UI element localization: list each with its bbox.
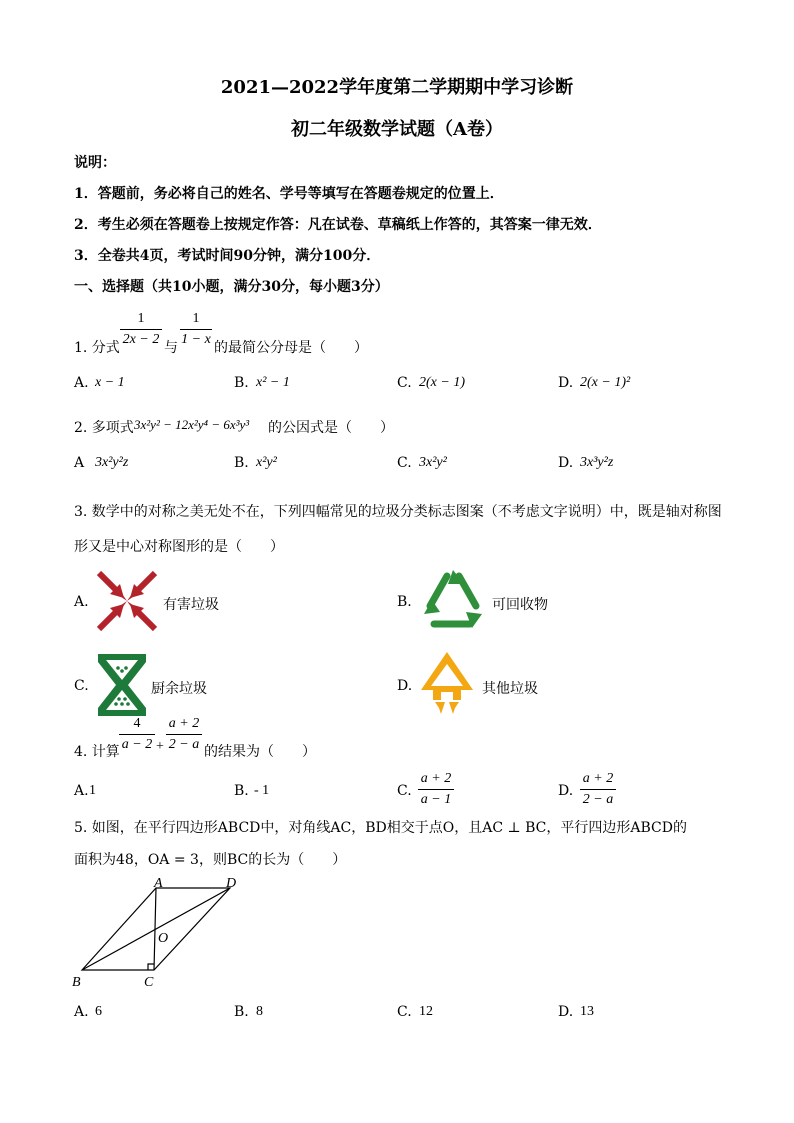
figure-label-d: D [226,876,237,891]
fraction-denominator: 2 − a [582,792,614,807]
q2-option-b[interactable]: x²y² [256,455,277,470]
q3-option-b-text: 可回收物 [492,597,548,613]
q5-option-a-label: A. [74,1004,89,1020]
q2-option-a[interactable]: 3x²y²z [95,455,129,470]
q5-option-a[interactable]: 6 [95,1004,102,1019]
exam-title: 2021—2022学年度第二学期期中学习诊断 [220,77,574,98]
q5-option-c-label: C. [397,1004,412,1020]
figure-label-o: O [158,931,169,946]
figure-label-c: C [144,975,154,990]
q1-option-c[interactable]: 2(x − 1) [419,375,465,390]
q1-option-b-label: B. [234,375,249,391]
instruction-item: 1．答题前，务必将自己的姓名、学号等填写在答题卷规定的位置上． [74,186,504,202]
q1-suffix: 的最简公分母是（ ） [214,340,368,356]
fraction-denominator: 2 − a [168,737,200,752]
q3-option-c-text: 厨余垃圾 [151,681,207,697]
figure-label-a: A [154,876,163,891]
q1-fraction-2 [180,310,212,349]
q4-option-c-label: C. [397,783,412,799]
fraction-numerator: 1 [192,311,200,326]
q5-option-c[interactable]: 12 [419,1004,433,1019]
q4-option-b-label: B. [234,783,249,799]
q1-option-b[interactable]: x² − 1 [256,375,290,390]
q4-option-d-label: D. [558,783,574,799]
q3-option-a-text: 有害垃圾 [163,597,219,613]
q2-option-c-label: C. [397,455,412,471]
q4-fraction-1 [119,715,155,754]
q2-option-b-label: B. [234,455,249,471]
exam-subtitle: 初二年级数学试题（A卷） [291,119,503,140]
fraction-denominator: 1 − x [181,332,211,347]
fraction-numerator: a + 2 [420,771,452,786]
q3-option-d-label: D. [397,678,413,694]
q1-prefix: 1. 分式 [74,340,120,356]
q1-option-a[interactable]: x − 1 [95,375,125,390]
fraction-denominator: a − 2 [121,737,153,752]
fraction-numerator: a + 2 [168,716,200,731]
q3-option-b-label: B. [397,594,412,610]
q2-expression: 3x²y² − 12x²y⁴ − 6x³y³ [134,417,250,432]
fraction-numerator: 1 [137,311,145,326]
kitchen-waste-icon[interactable] [96,652,148,718]
fraction-numerator: 4 [133,716,141,731]
q4-plus: + [156,739,164,754]
q1-fraction-1 [120,310,162,349]
q1-option-c-label: C. [397,375,412,391]
figure-label-b: B [72,975,81,990]
q3-option-c-label: C. [74,678,89,694]
q4-option-d[interactable] [580,770,616,809]
q5-option-b-label: B. [234,1004,249,1020]
q3-line-2: 形又是中心对称图形的是（ ） [74,539,284,555]
other-waste-icon[interactable] [419,650,475,718]
fraction-numerator: a + 2 [582,771,614,786]
q2-prefix: 2. 多项式 [74,420,134,436]
q2-option-a-label: A [74,455,85,471]
q5-option-d[interactable]: 13 [580,1004,594,1019]
harmful-waste-icon[interactable] [96,570,158,632]
recyclable-icon[interactable] [420,568,486,632]
q4-suffix: 的结果为（ ） [204,744,316,760]
q5-option-d-label: D. [558,1004,574,1020]
q4-option-a[interactable]: 1 [89,783,96,798]
q2-option-d[interactable]: 3x³y²z [580,455,614,470]
instructions-heading: 说明： [74,155,116,171]
q4-prefix: 4. 计算 [74,744,120,760]
q1-option-a-label: A. [74,375,89,391]
q3-option-d-text: 其他垃圾 [482,681,538,697]
fraction-denominator: a − 1 [420,792,452,807]
parallelogram-figure [72,876,242,991]
q5-line-2: 面积为48，OA = 3，则BC的长为（ ） [74,852,347,868]
q5-line-1: 5. 如图，在平行四边形ABCD中，对角线AC，BD相交于点O，且AC ⊥ BC，平行四边形ABCD的 [74,820,687,836]
q4-fraction-2 [166,715,202,754]
q3-line-1: 3. 数学中的对称之美无处不在，下列四幅常见的垃圾分类标志图案（不考虑文字说明）中，既是轴对称图 [74,504,722,520]
section-heading: 一、选择题（共10小题，满分30分，每小题3分） [74,279,389,295]
q5-option-b[interactable]: 8 [256,1004,263,1019]
q1-option-d[interactable]: 2(x − 1)² [580,375,631,390]
q3-option-a-label: A. [74,594,89,610]
q2-option-d-label: D. [558,455,574,471]
q4-option-b[interactable]: - 1 [254,783,270,798]
q4-option-a-label: A. [74,783,89,799]
fraction-denominator: 2x − 2 [122,332,160,347]
instruction-item: 2．考生必须在答题卷上按规定作答：凡在试卷、草稿纸上作答的，其答案一律无效． [74,217,602,233]
q4-option-c[interactable] [418,770,454,809]
q2-option-c[interactable]: 3x²y² [419,455,447,470]
instruction-item: 3．全卷共4页，考试时间90分钟，满分100分． [74,248,381,264]
q1-mid: 与 [164,340,178,356]
q2-suffix: 的公因式是（ ） [268,420,394,436]
q1-option-d-label: D. [558,375,574,391]
